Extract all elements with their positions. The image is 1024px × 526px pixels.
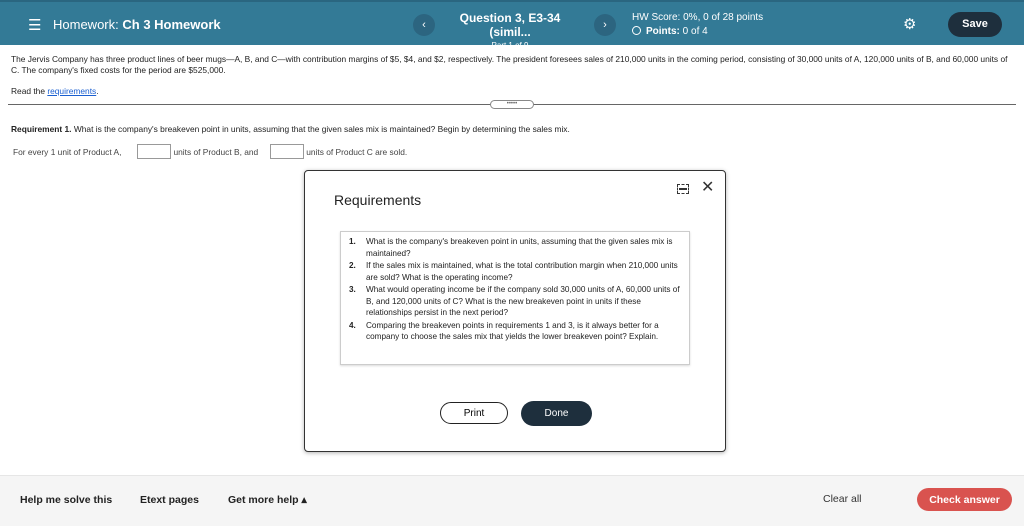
help-me-solve-link[interactable]: Help me solve this	[20, 494, 113, 506]
list-item	[349, 320, 681, 343]
mix-suffix: units of Product C are sold.	[306, 146, 408, 157]
homework-name: Ch 3 Homework	[122, 17, 221, 32]
gear-icon[interactable]: ⚙	[903, 16, 917, 33]
mix-prefix: For every 1 unit of Product A,	[13, 146, 122, 157]
print-button[interactable]: Print	[440, 402, 508, 424]
homework-prefix: Homework:	[53, 17, 119, 32]
list-item	[349, 284, 681, 319]
expand-handle[interactable]: •••••	[490, 100, 534, 109]
item-text: Comparing the breakeven points in requirements 1 and 3, is it always better for a company to choose the sales mix that yields the lower breakeven point? Explain.	[366, 320, 659, 341]
requirement-1	[11, 124, 570, 134]
read-prefix: Read the	[11, 86, 45, 96]
requirements-list	[340, 231, 690, 365]
sales-mix-row	[13, 144, 407, 159]
part-indicator: Part 1 of 9	[491, 41, 529, 50]
footer-bar	[0, 475, 1024, 526]
points-label: Points:	[646, 26, 680, 37]
requirements-link[interactable]: requirements	[47, 86, 97, 96]
next-question-button[interactable]: ›	[594, 14, 616, 36]
etext-pages-link[interactable]: Etext pages	[140, 494, 199, 506]
problem-intro: The Jervis Company has three product lines of beer mugs—A, B, and C—with contribution margins of $5, $4, and $2, respectively. The president foresees sales of 210,000 units in the coming period, consisting of 30,000 units of A, 120,000 units of B, and 60,000 units of C. The company's fixed costs for the period are $525,000.	[11, 54, 1008, 75]
read-suffix: .	[96, 86, 99, 96]
question-info[interactable]	[440, 11, 580, 50]
requirement-label: Requirement 1.	[11, 124, 72, 134]
check-answer-button[interactable]: Check answer	[917, 488, 1012, 511]
hamburger-icon[interactable]: ☰	[28, 17, 42, 34]
list-item	[349, 260, 681, 283]
requirement-text: What is the company's breakeven point in units, assuming that the given sales mix is maintained? Begin by determining the sales mix.	[73, 124, 570, 134]
item-number: 3.	[349, 285, 356, 294]
score-panel	[632, 12, 763, 37]
homework-title	[53, 17, 221, 32]
done-button[interactable]: Done	[521, 401, 592, 426]
item-number: 2.	[349, 261, 356, 270]
item-number: 1.	[349, 237, 356, 246]
product-c-input[interactable]	[270, 144, 304, 159]
dialog-title: Requirements	[334, 192, 422, 208]
item-text: What is the company's breakeven point in units, assuming that the given sales mix is maintained?	[366, 237, 673, 258]
list-item	[349, 236, 681, 259]
clear-all-button[interactable]: Clear all	[823, 493, 862, 505]
item-number: 4.	[349, 320, 356, 330]
read-requirements	[11, 86, 99, 96]
prev-question-button[interactable]: ‹	[413, 14, 435, 36]
save-button[interactable]: Save	[948, 12, 1002, 37]
hw-score: HW Score: 0%, 0 of 28 points	[632, 12, 764, 23]
get-more-help-link[interactable]: Get more help ▴	[228, 494, 307, 506]
points-circle-icon	[632, 26, 641, 35]
requirements-dialog	[304, 170, 726, 452]
product-b-input[interactable]	[137, 144, 171, 159]
minimize-icon[interactable]	[677, 184, 689, 194]
close-icon[interactable]: ✕	[701, 179, 715, 196]
question-title: Question 3, E3-34 (simil...	[459, 11, 561, 39]
item-text: What would operating income be if the company sold 30,000 units of A, 60,000 units of B, and 120,000 units of C? What is the new breakeven point in units if these relationships persist in the next period?	[366, 285, 680, 317]
item-text: If the sales mix is maintained, what is the total contribution margin when 210,000 units are sold? What is the operating income?	[366, 261, 678, 282]
mix-mid: units of Product B, and	[173, 146, 259, 157]
top-header	[0, 0, 1024, 50]
points-value: 0 of 4	[682, 26, 708, 37]
